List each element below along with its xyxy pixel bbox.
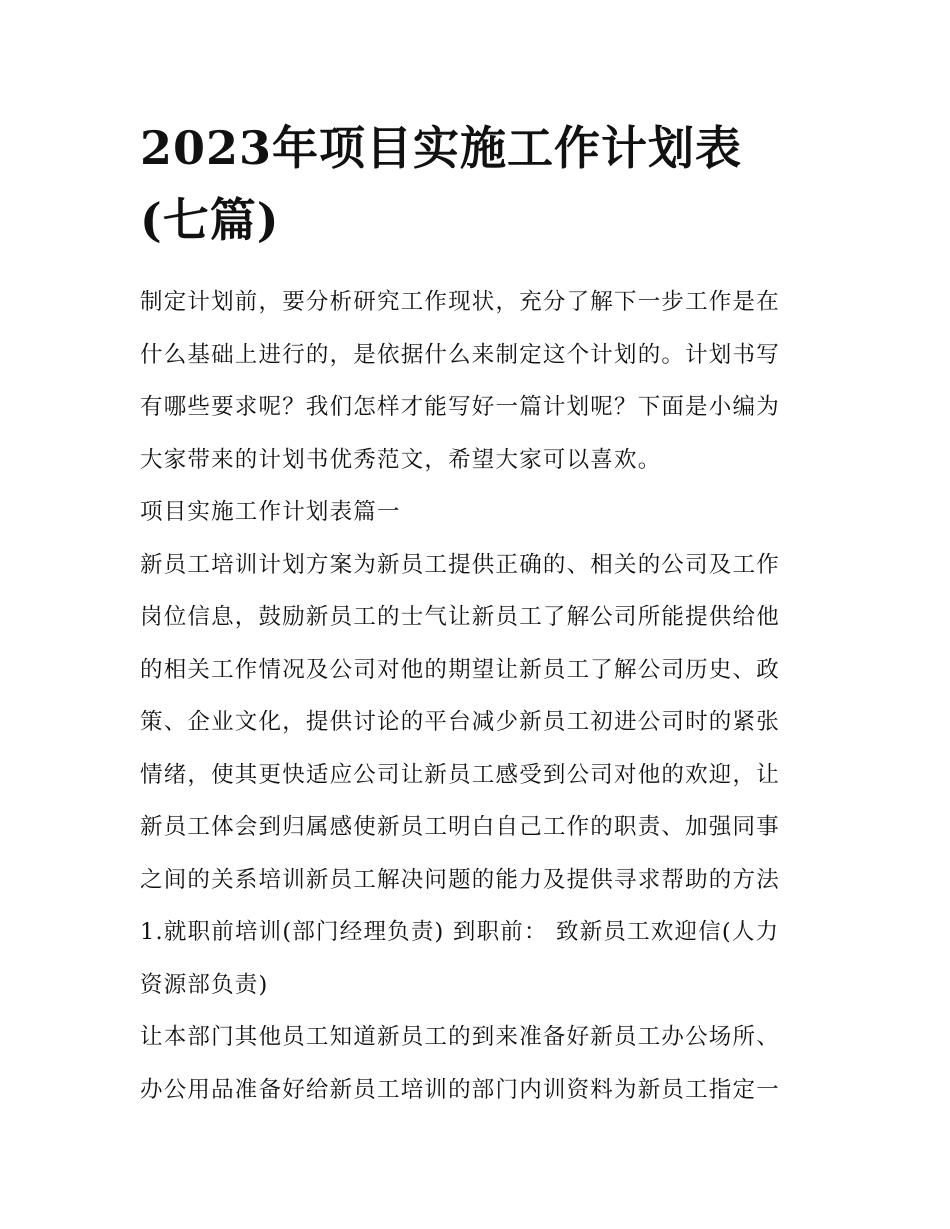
section-heading-1: 项目实施工作计划表篇一 bbox=[140, 499, 401, 525]
paragraph-line-3: 的相关工作情况及公司对他的期望让新员工了解公司历史、政 bbox=[140, 656, 780, 683]
title-line-1: 2023年项目实施工作计划表 bbox=[140, 121, 743, 175]
paragraph-line-7: 之间的关系培训新员工解决问题的能力及提供寻求帮助的方法 bbox=[140, 866, 780, 893]
intro-line-3: 有哪些要求呢？我们怎样才能写好一篇计划呢？下面是小编为 bbox=[140, 394, 780, 420]
paragraph-line-2: 岗位信息，鼓励新员工的士气让新员工了解公司所能提供给他 bbox=[140, 604, 780, 630]
intro-line-4: 大家带来的计划书优秀范文，希望大家可以喜欢。 bbox=[140, 446, 662, 473]
list-item-1-line-2: 资源部负责) bbox=[140, 971, 269, 998]
paragraph-line-1: 新员工培训计划方案为新员工提供正确的、相关的公司及工作 bbox=[140, 551, 780, 578]
intro-line-1: 制定计划前，要分析研究工作现状，充分了解下一步工作是在 bbox=[140, 289, 780, 315]
paragraph-line-6: 新员工体会到归属感使新员工明白自己工作的职责、加强同事 bbox=[140, 814, 780, 840]
paragraph-line-8: 让本部门其他员工知道新员工的到来准备好新员工办公场所、 bbox=[140, 1024, 780, 1050]
paragraph-line-5: 情绪，使其更快适应公司让新员工感受到公司对他的欢迎，让 bbox=[140, 761, 780, 788]
document-body bbox=[140, 276, 820, 1116]
document-title bbox=[140, 112, 820, 256]
title-line-2: (七篇) bbox=[140, 193, 280, 247]
intro-line-2: 什么基础上进行的，是依据什么来制定这个计划的。计划书写 bbox=[140, 341, 780, 368]
list-item-1-line-1: 1.就职前培训(部门经理负责) 到职前： 致新员工欢迎信(人力 bbox=[140, 919, 780, 945]
paragraph-line-9: 办公用品准备好给新员工培训的部门内训资料为新员工指定一 bbox=[140, 1076, 780, 1103]
paragraph-line-4: 策、企业文化，提供讨论的平台减少新员工初进公司时的紧张 bbox=[140, 709, 780, 735]
